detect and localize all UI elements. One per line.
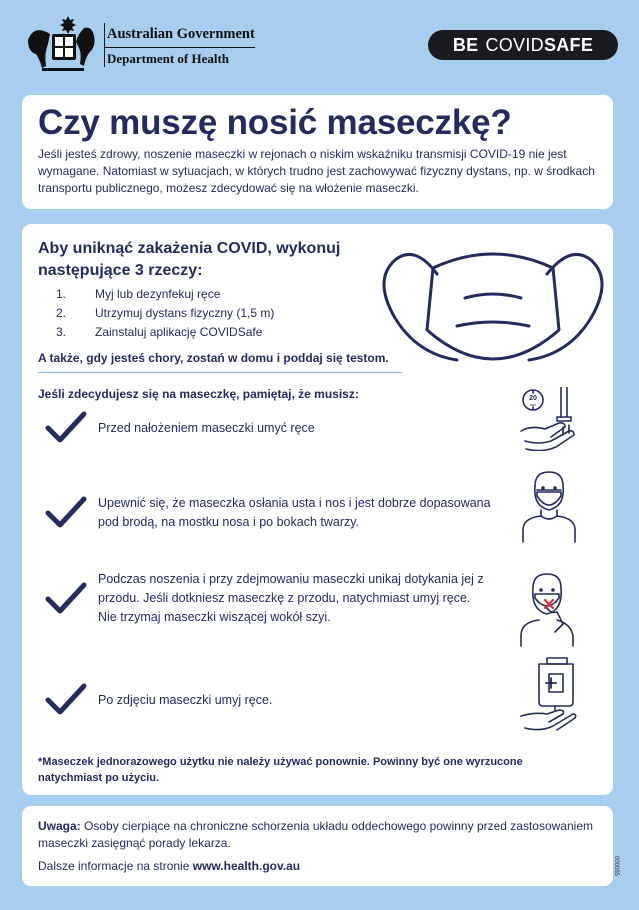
step-number: 3.	[56, 325, 67, 339]
list-item	[56, 323, 274, 342]
checkmark-icon	[44, 410, 88, 446]
timer-unit: sec	[529, 402, 537, 407]
gov-line-1: Australian Government	[105, 23, 255, 48]
hand-washing-icon	[519, 387, 581, 451]
checkmark-icon	[44, 581, 88, 617]
guidance-card	[22, 224, 613, 795]
instruction-item	[44, 494, 508, 532]
note-text	[38, 818, 597, 852]
document-code: 000085	[613, 856, 619, 877]
note-card	[22, 806, 613, 886]
touching-mask-icon	[517, 568, 577, 648]
intro-card	[22, 95, 613, 209]
step-number: 1.	[56, 287, 67, 301]
step-text: Utrzymuj dystans fizyczny (1,5 m)	[95, 306, 275, 320]
intro-text: Jeśli jesteś zdrowy, noszenie maseczki w rejonach o niskim wskaźniku transmisji COVID-19 nie jest wymagane. Natomiast w sytuacjach, w których trudno jest zachowywać fizyczny dystans, np. w środkach transportu publicznego, możesz zdecydować się na włożenie maseczki.	[38, 147, 595, 195]
checkmark-icon	[44, 495, 88, 531]
instruction-text: Upewnić się, że maseczka osłania usta i nos i jest dobrze dopasowana pod brodą, na mostku nosa i po bokach twarzy.	[98, 496, 491, 529]
government-title	[104, 23, 255, 67]
more-info-prefix: Dalsze informacje na stronie	[38, 859, 190, 873]
also-text: A także, gdy jesteś chory, zostań w domu i poddaj się testom.	[38, 351, 402, 373]
instruction-item	[44, 410, 498, 446]
instruction-item	[44, 682, 398, 718]
instruction-text: Po zdjęciu maseczki umyj ręce.	[98, 692, 273, 707]
checkmark-icon	[44, 682, 88, 718]
timer-number: 20	[529, 395, 537, 402]
page-title: Czy muszę nosić maseczkę?	[38, 103, 512, 142]
note-label: Uwaga:	[38, 819, 81, 833]
hand-sanitizer-icon	[519, 656, 581, 732]
instruction-item	[44, 570, 488, 627]
note-body: Osoby cierpiące na chroniczne schorzenia układu oddechowego powinny przed zastosowaniem maseczki zasięgnąć porady lekarza.	[38, 819, 593, 850]
prevention-heading: Aby uniknąć zakażenia COVID, wykonuj następujące 3 rzeczy:	[38, 240, 341, 279]
badge-covid: COVID	[485, 34, 544, 55]
health-website-link[interactable]: www.health.gov.au	[192, 859, 301, 873]
instruction-text: Przed nałożeniem maseczki umyć ręce	[98, 420, 315, 435]
coat-of-arms-icon	[22, 14, 100, 76]
gov-line-2: Department of Health	[107, 51, 230, 66]
instruction-text: Podczas noszenia i przy zdejmowaniu maseczki unikaj dotykania jej z przodu. Jeśli dotkniesz maseczkę z przodu, natychmiast umyj ręce. Nie trzymaj maseczki wiszącej wokół szyi.	[98, 572, 484, 624]
face-mask-icon	[375, 238, 611, 378]
must-intro: Jeśli zdecydujesz się na maseczkę, pamiętaj, że musisz:	[38, 387, 359, 401]
badge-be: BE	[452, 34, 479, 55]
step-text: Zainstaluj aplikację COVIDSafe	[95, 325, 263, 339]
step-text: Myj lub dezynfekuj ręce	[95, 287, 221, 301]
badge-safe: SAFE	[543, 34, 594, 55]
government-logo	[22, 14, 255, 76]
more-info	[38, 859, 597, 873]
person-wearing-mask-icon	[519, 468, 579, 544]
step-number: 2.	[56, 306, 67, 320]
be-covidsafe-badge	[428, 30, 618, 60]
prevention-steps	[56, 285, 274, 342]
footnote: *Maseczek jednorazowego użytku nie należy używać ponownie. Powinny być one wyrzucone natychmiast po użyciu.	[38, 756, 523, 784]
list-item	[56, 285, 274, 304]
list-item	[56, 304, 274, 323]
